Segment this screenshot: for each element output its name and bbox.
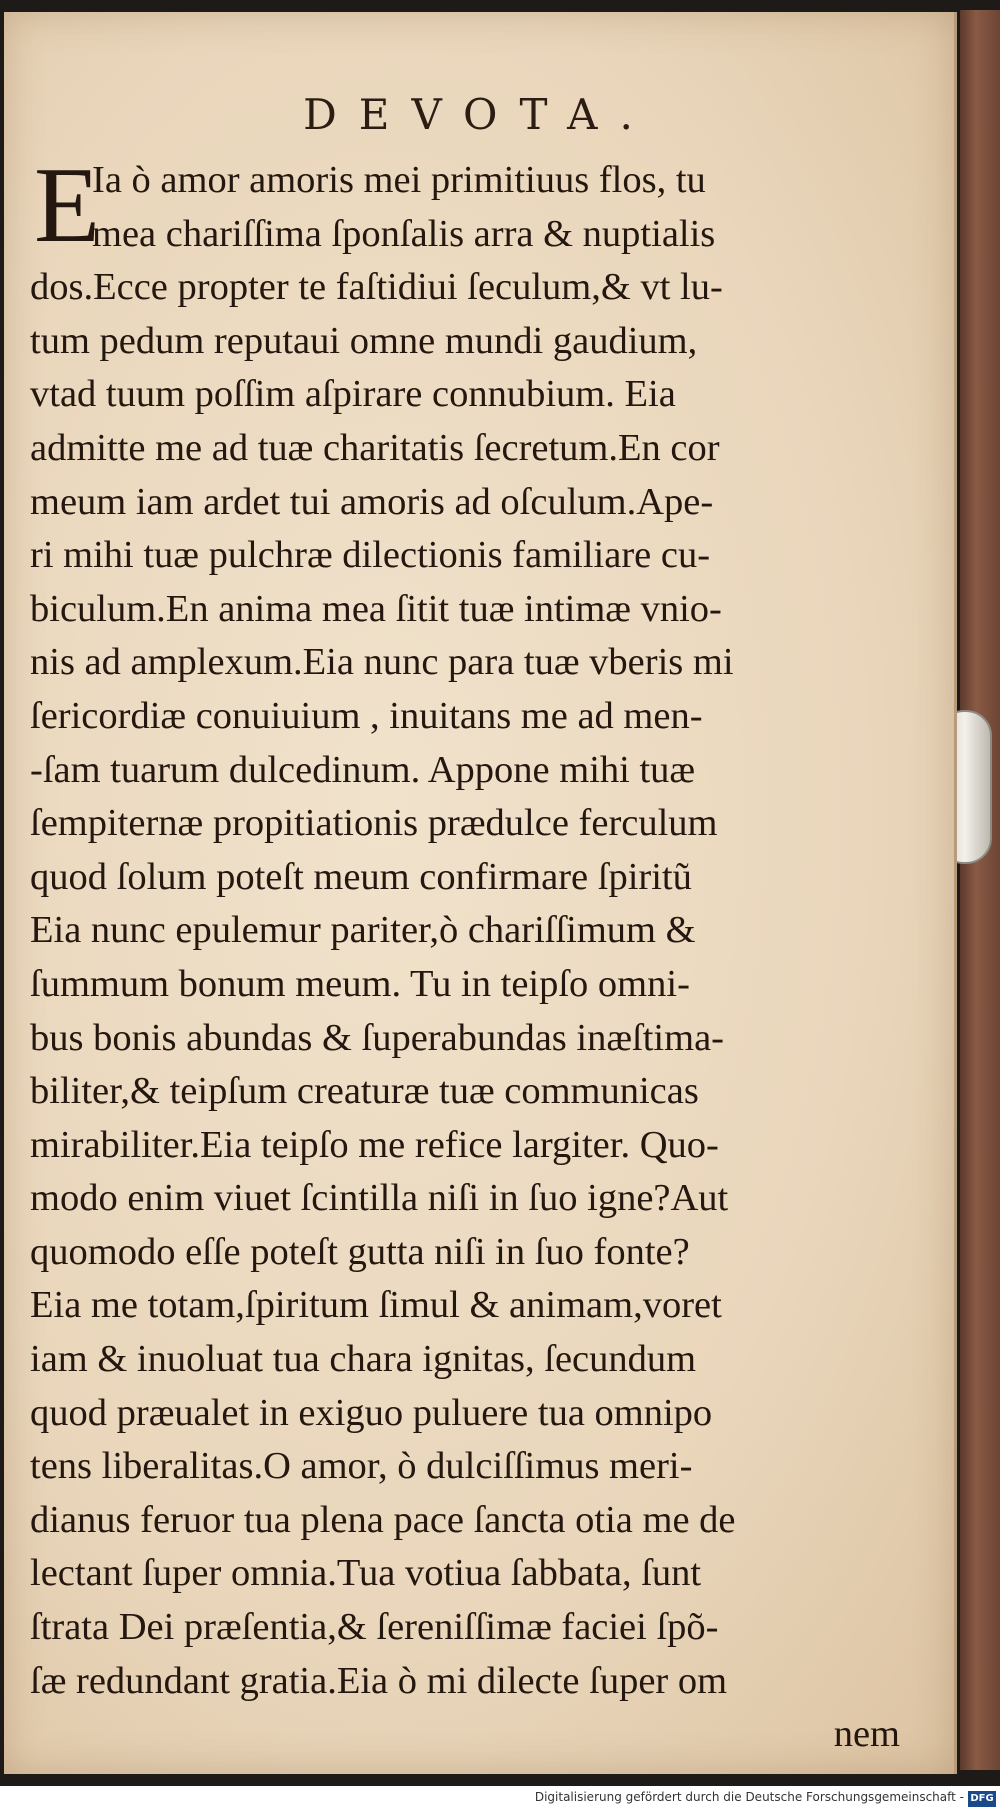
text-line: nis ad amplexum.Eia nunc para tuæ vberis mi [30, 641, 734, 684]
text-line: mea chariſſima ſponſalis arra & nuptialis [92, 212, 716, 255]
text-line: lectant ſuper omnia.Tua votiua ſabbata, ſunt [30, 1552, 702, 1595]
text-line: meum iam ardet tui amoris ad oſculum.Ape- [30, 480, 714, 523]
dfg-logo-icon: DFG [968, 1791, 996, 1807]
text-line: Ia ò amor amoris mei primitiuus flos, tu [92, 159, 706, 201]
drop-cap: E [34, 146, 100, 265]
text-line: ſericordiæ conuiuium , inuitans me ad men- [30, 694, 703, 737]
text-line: quod præualet in exiguo puluere tua omnipo [30, 1391, 713, 1434]
text-line: ſtrata Dei præſentia,& ſereniſſimæ faciei ſpõ- [30, 1606, 719, 1649]
digitization-footer [0, 1786, 1000, 1814]
catchword: nem [833, 1713, 900, 1756]
text-block [30, 146, 930, 1762]
text-line: admitte me ad tuæ charitatis ſecretum.En cor [30, 426, 720, 469]
text-line: tens liberalitas.O amor, ò dulciſſimus meri- [30, 1445, 693, 1488]
text-line: quod ſolum poteſt meum confirmare ſpiritũ [30, 855, 692, 898]
book-binding-edge [960, 10, 1000, 1770]
footer-credit: Digitalisierung gefördert durch die Deutsche Forschungsgemeinschaft - [534, 1790, 964, 1804]
text-line: Eia me totam,ſpiritum ſimul & animam,voret [30, 1284, 722, 1327]
text-line: ſæ redundant gratia.Eia ò mi dilecte ſuper om [30, 1659, 728, 1702]
book-page [4, 12, 957, 1774]
text-line: bus bonis abundas & ſuperabundas inæſtima- [30, 1016, 724, 1059]
text-line: dianus feruor tua plena pace ſancta otia me de [30, 1498, 736, 1541]
text-line: modo enim viuet ſcintilla niſi in ſuo igne?Aut [30, 1177, 729, 1220]
text-line: Eia nunc epulemur pariter,ò chariſſimum & [30, 909, 696, 952]
text-line: mirabiliter.Eia teipſo me refice largiter. Quo- [30, 1123, 719, 1166]
text-line: biculum.En anima mea ſitit tuæ intimæ vnio- [30, 587, 722, 630]
text-line: ſummum bonum meum. Tu in teipſo omni- [30, 962, 690, 1005]
text-line: ri mihi tuæ pulchræ dilectionis familiare cu- [30, 534, 711, 577]
text-line: ſempiternæ propitiationis prædulce ferculum [30, 802, 718, 845]
text-line: iam & inuoluat tua chara ignitas, ſecundum [30, 1338, 697, 1381]
text-line: tum pedum reputaui omne mundi gaudium, [30, 319, 698, 362]
text-line: dos.Ecce propter te faſtidiui ſeculum,& vt lu- [30, 266, 723, 309]
text-line: -ſam tuarum dulcedinum. Appone mihi tuæ [30, 748, 696, 791]
running-head: DEVOTA. [303, 90, 655, 139]
text-line: biliter,& teipſum creaturæ tuæ communicas [30, 1070, 699, 1113]
text-line: quomodo eſſe poteſt gutta niſi in ſuo fonte? [30, 1230, 690, 1273]
text-line: vtad tuum poſſim aſpirare connubium. Eia [30, 373, 676, 416]
